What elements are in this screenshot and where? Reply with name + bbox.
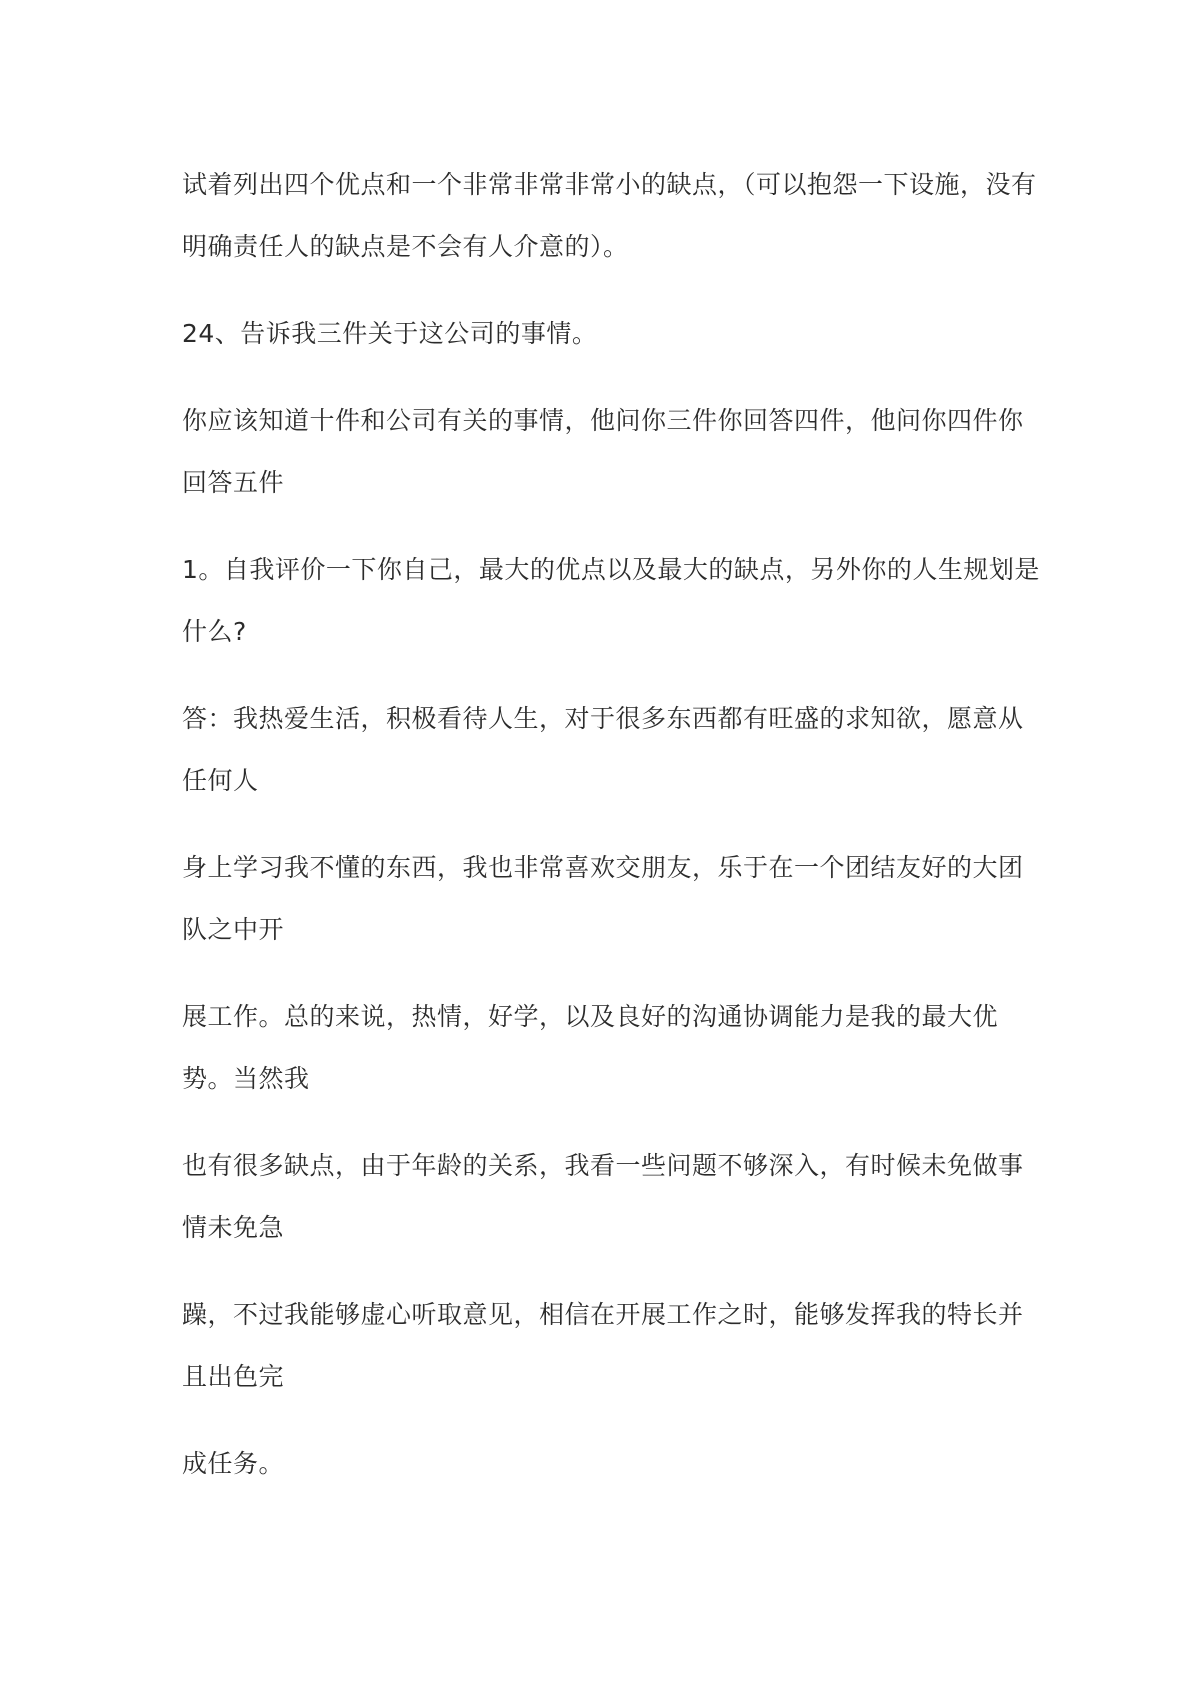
paragraph-answer-line-1: 答：我热爱生活，积极看待人生，对于很多东西都有旺盛的求知欲，愿意从任何人 [182,704,1024,795]
paragraph-strengths-weaknesses-tip: 试着列出四个优点和一个非常非常非常小的缺点，（可以抱怨一下设施，没有明确责任人的缺点是不会有人介意的）。 [182,170,1037,261]
paragraph-question-1: 1。自我评价一下你自己，最大的优点以及最大的缺点，另外你的人生规划是什么? [182,555,1040,646]
paragraph-answer-line-2: 身上学习我不懂的东西，我也非常喜欢交朋友，乐于在一个团结友好的大团队之中开 [182,853,1024,944]
paragraph-question-24: 24、告诉我三件关于这公司的事情。 [182,319,598,348]
paragraph-answer-line-4: 也有很多缺点，由于年龄的关系，我看一些问题不够深入，有时候未免做事情未免急 [182,1151,1024,1242]
paragraph-answer-line-5: 躁，不过我能够虚心听取意见，相信在开展工作之时，能够发挥我的特长并且出色完 [182,1300,1024,1391]
paragraph-company-knowledge-tip: 你应该知道十件和公司有关的事情，他问你三件你回答四件，他问你四件你回答五件 [182,406,1024,497]
paragraph-answer-line-6: 成任务。 [182,1449,285,1478]
document-body [182,154,1042,1520]
paragraph-answer-line-3: 展工作。总的来说，热情，好学，以及良好的沟通协调能力是我的最大优势。当然我 [182,1002,999,1093]
